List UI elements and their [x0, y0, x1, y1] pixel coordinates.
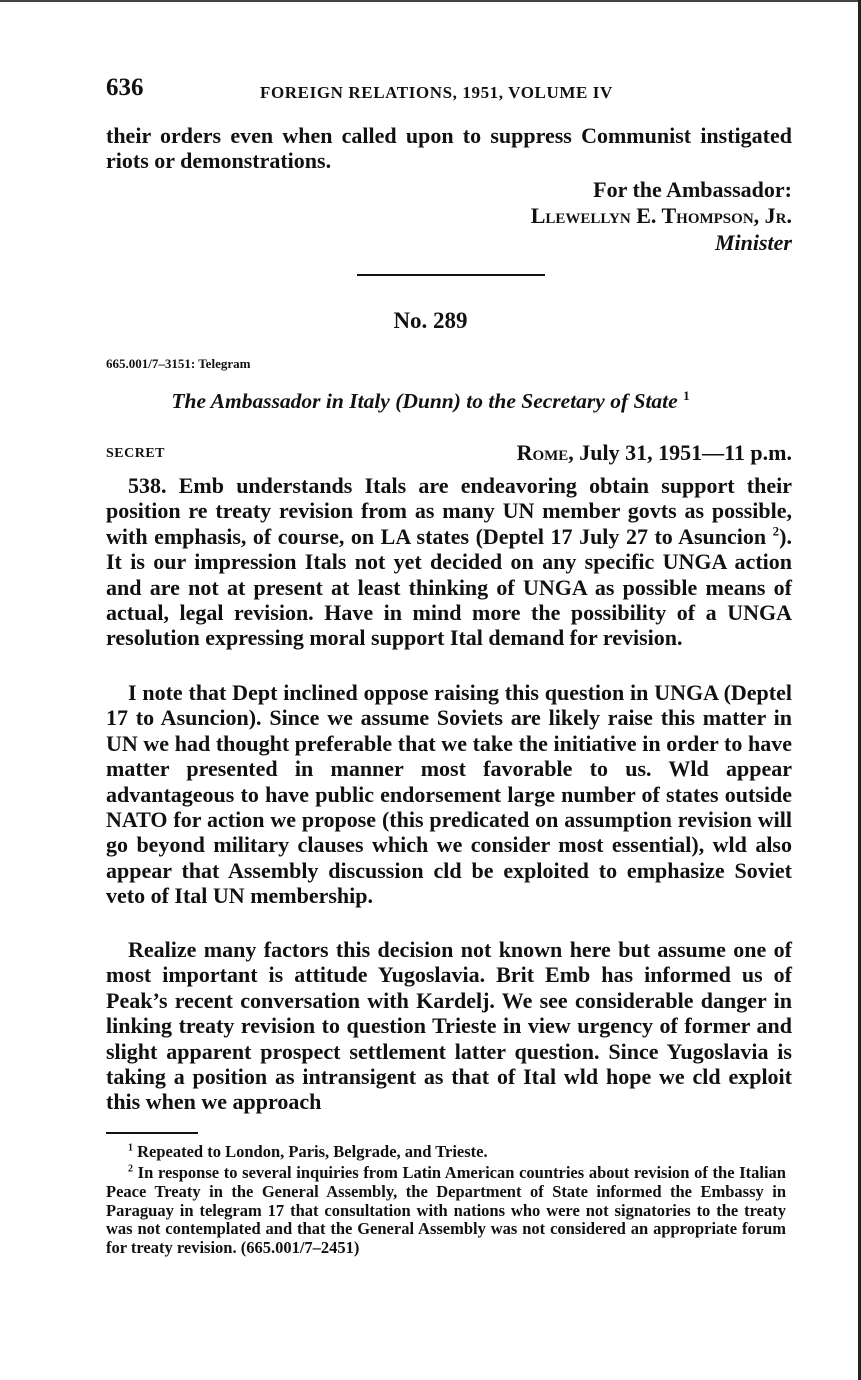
body-paragraph-1-part2: ). It is our impression Itals not yet decided on any specific UNGA action and are not at present at least thinking of UNGA as possible means of actual, legal revision. Have in mind more the possibility of a UNGA resolution expressing moral support Ital demand for revision.: [106, 523, 792, 651]
signatory-title: Minister: [714, 230, 792, 255]
footnote-1-mark: 1: [128, 1142, 133, 1154]
scan-edge-top: [0, 0, 861, 2]
body-paragraph-2: I note that Dept inclined oppose raising this question in UNGA (Deptel 17 to Asuncion). Since we assume Soviets are likely raise this matter in UN we had thought preferable that we take the initiative in order to have matter presented in manner most favorable to us. Wld appear advantageous to have public endorsement large number of states outside NATO for action we propose (this predicated on assumption revision will go beyond military clauses which we consider most essential), wld also appear that Assembly discussion cld be exploited to emphasize Soviet veto of Ital UN membership.: [106, 680, 792, 909]
footnote-divider: [106, 1132, 198, 1134]
dateline: [517, 440, 792, 466]
footnote-2-text: In response to several inquiries from Latin American countries about revision of the Italian Peace Treaty in the General Assembly, the Department of State informed the Embassy in Paraguay in telegram 17 that consultation with nations who were not signatories to the treaty was not contemplated and that the General Assembly was not considered an appropriate forum for treaty revision. (665.001/7–2451): [106, 1163, 786, 1258]
page-header: [106, 74, 792, 108]
body-paragraph-1: [106, 473, 792, 651]
running-head: FOREIGN RELATIONS, 1951, VOLUME IV: [260, 83, 613, 102]
closing-line: For the Ambassador:: [593, 177, 792, 202]
document-number: No. 289: [393, 308, 468, 333]
document-title: [0, 389, 861, 414]
document-title-text: The Ambassador in Italy (Dunn) to the Secretary of State: [171, 389, 678, 413]
signatory-name: Llewellyn E. Thompson, Jr.: [530, 203, 792, 228]
classification-label: SECRET: [106, 446, 166, 461]
footnote-2-mark: 2: [128, 1163, 133, 1175]
body-paragraph-3: Realize many factors this decision not known here but assume one of most important is attitude Yugoslavia. Brit Emb has informed us of Peak’s recent conversation with Kardelj. We see considerable danger in linking treaty revision to question Trieste in view urgency of former and slight apparent prospect settlement latter question. Since Yugoslavia is taking a position as intransigent as that of Ital wld hope we cld exploit this when we approach: [106, 937, 792, 1115]
dateline-date: , July 31, 1951—11 p.m.: [568, 440, 792, 465]
footnote-2: [106, 1164, 786, 1258]
footnote-mark-2: 2: [772, 523, 780, 539]
dateline-place: Rome: [516, 440, 569, 465]
carryover-paragraph: their orders even when called upon to suppress Communist instigated riots or demonstrations.: [106, 123, 792, 174]
section-divider: [357, 274, 545, 276]
footnote-1-text: Repeated to London, Paris, Belgrade, and Trieste.: [137, 1142, 488, 1161]
body-paragraph-1-part1: 538. Emb understands Itals are endeavoring obtain support their position re treaty revision from as many UN member govts as possible, with emphasis, of course, on LA states (Deptel 17 July 27 to Asuncion: [106, 473, 792, 549]
file-reference: 665.001/7–3151: Telegram: [106, 356, 251, 371]
footnote-mark-1: 1: [683, 387, 690, 403]
page-number: 636: [106, 74, 144, 101]
footnote-1: [106, 1143, 786, 1162]
